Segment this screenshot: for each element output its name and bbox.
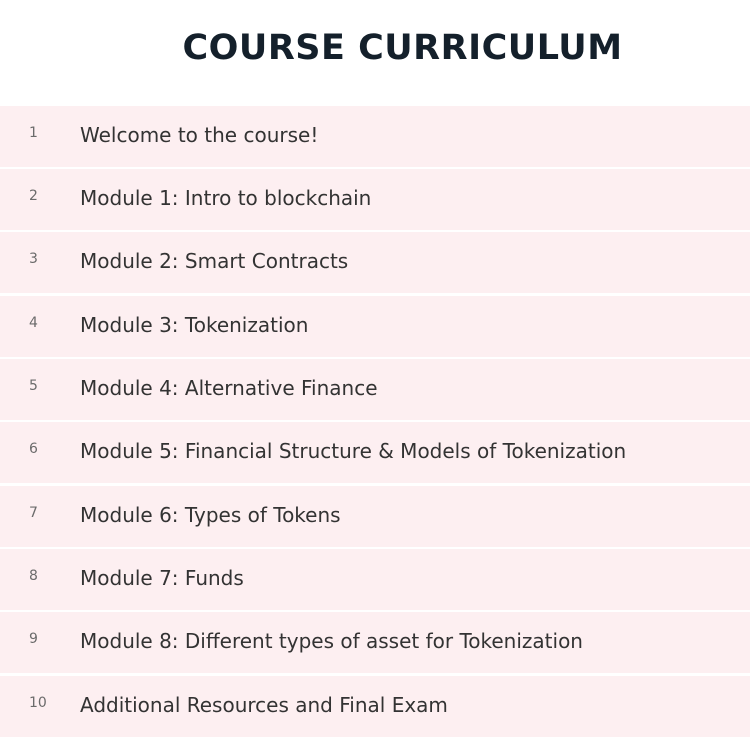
item-label: Module 6: Types of Tokens bbox=[80, 503, 341, 527]
curriculum-item[interactable] bbox=[0, 676, 750, 737]
item-label: Module 4: Alternative Finance bbox=[80, 376, 378, 400]
item-number: 9 bbox=[29, 631, 38, 647]
curriculum-item[interactable] bbox=[0, 549, 750, 610]
item-number: 5 bbox=[29, 378, 38, 394]
curriculum-list bbox=[0, 106, 750, 746]
curriculum-item[interactable] bbox=[0, 296, 750, 357]
item-number: 10 bbox=[29, 695, 47, 711]
item-number: 2 bbox=[29, 188, 38, 204]
item-number: 7 bbox=[29, 505, 38, 521]
item-label: Module 2: Smart Contracts bbox=[80, 249, 349, 273]
curriculum-item[interactable] bbox=[0, 106, 750, 167]
curriculum-item[interactable] bbox=[0, 612, 750, 673]
item-number: 3 bbox=[29, 251, 38, 267]
curriculum-item[interactable] bbox=[0, 422, 750, 483]
curriculum-item[interactable] bbox=[0, 169, 750, 230]
item-label: Module 8: Different types of asset for Tokenization bbox=[80, 629, 583, 653]
item-label: Module 1: Intro to blockchain bbox=[80, 186, 372, 210]
curriculum-item[interactable] bbox=[0, 486, 750, 547]
item-number: 6 bbox=[29, 441, 38, 457]
page-title: COURSE CURRICULUM bbox=[182, 28, 623, 68]
item-number: 1 bbox=[29, 125, 38, 141]
item-label: Module 3: Tokenization bbox=[80, 313, 309, 337]
item-label: Module 7: Funds bbox=[80, 566, 244, 590]
item-label: Welcome to the course! bbox=[80, 123, 319, 147]
item-label: Additional Resources and Final Exam bbox=[80, 693, 448, 717]
curriculum-item[interactable] bbox=[0, 359, 750, 420]
curriculum-item[interactable] bbox=[0, 232, 750, 293]
item-number: 8 bbox=[29, 568, 38, 584]
item-label: Module 5: Financial Structure & Models of Tokenization bbox=[80, 439, 627, 463]
item-number: 4 bbox=[29, 315, 38, 331]
